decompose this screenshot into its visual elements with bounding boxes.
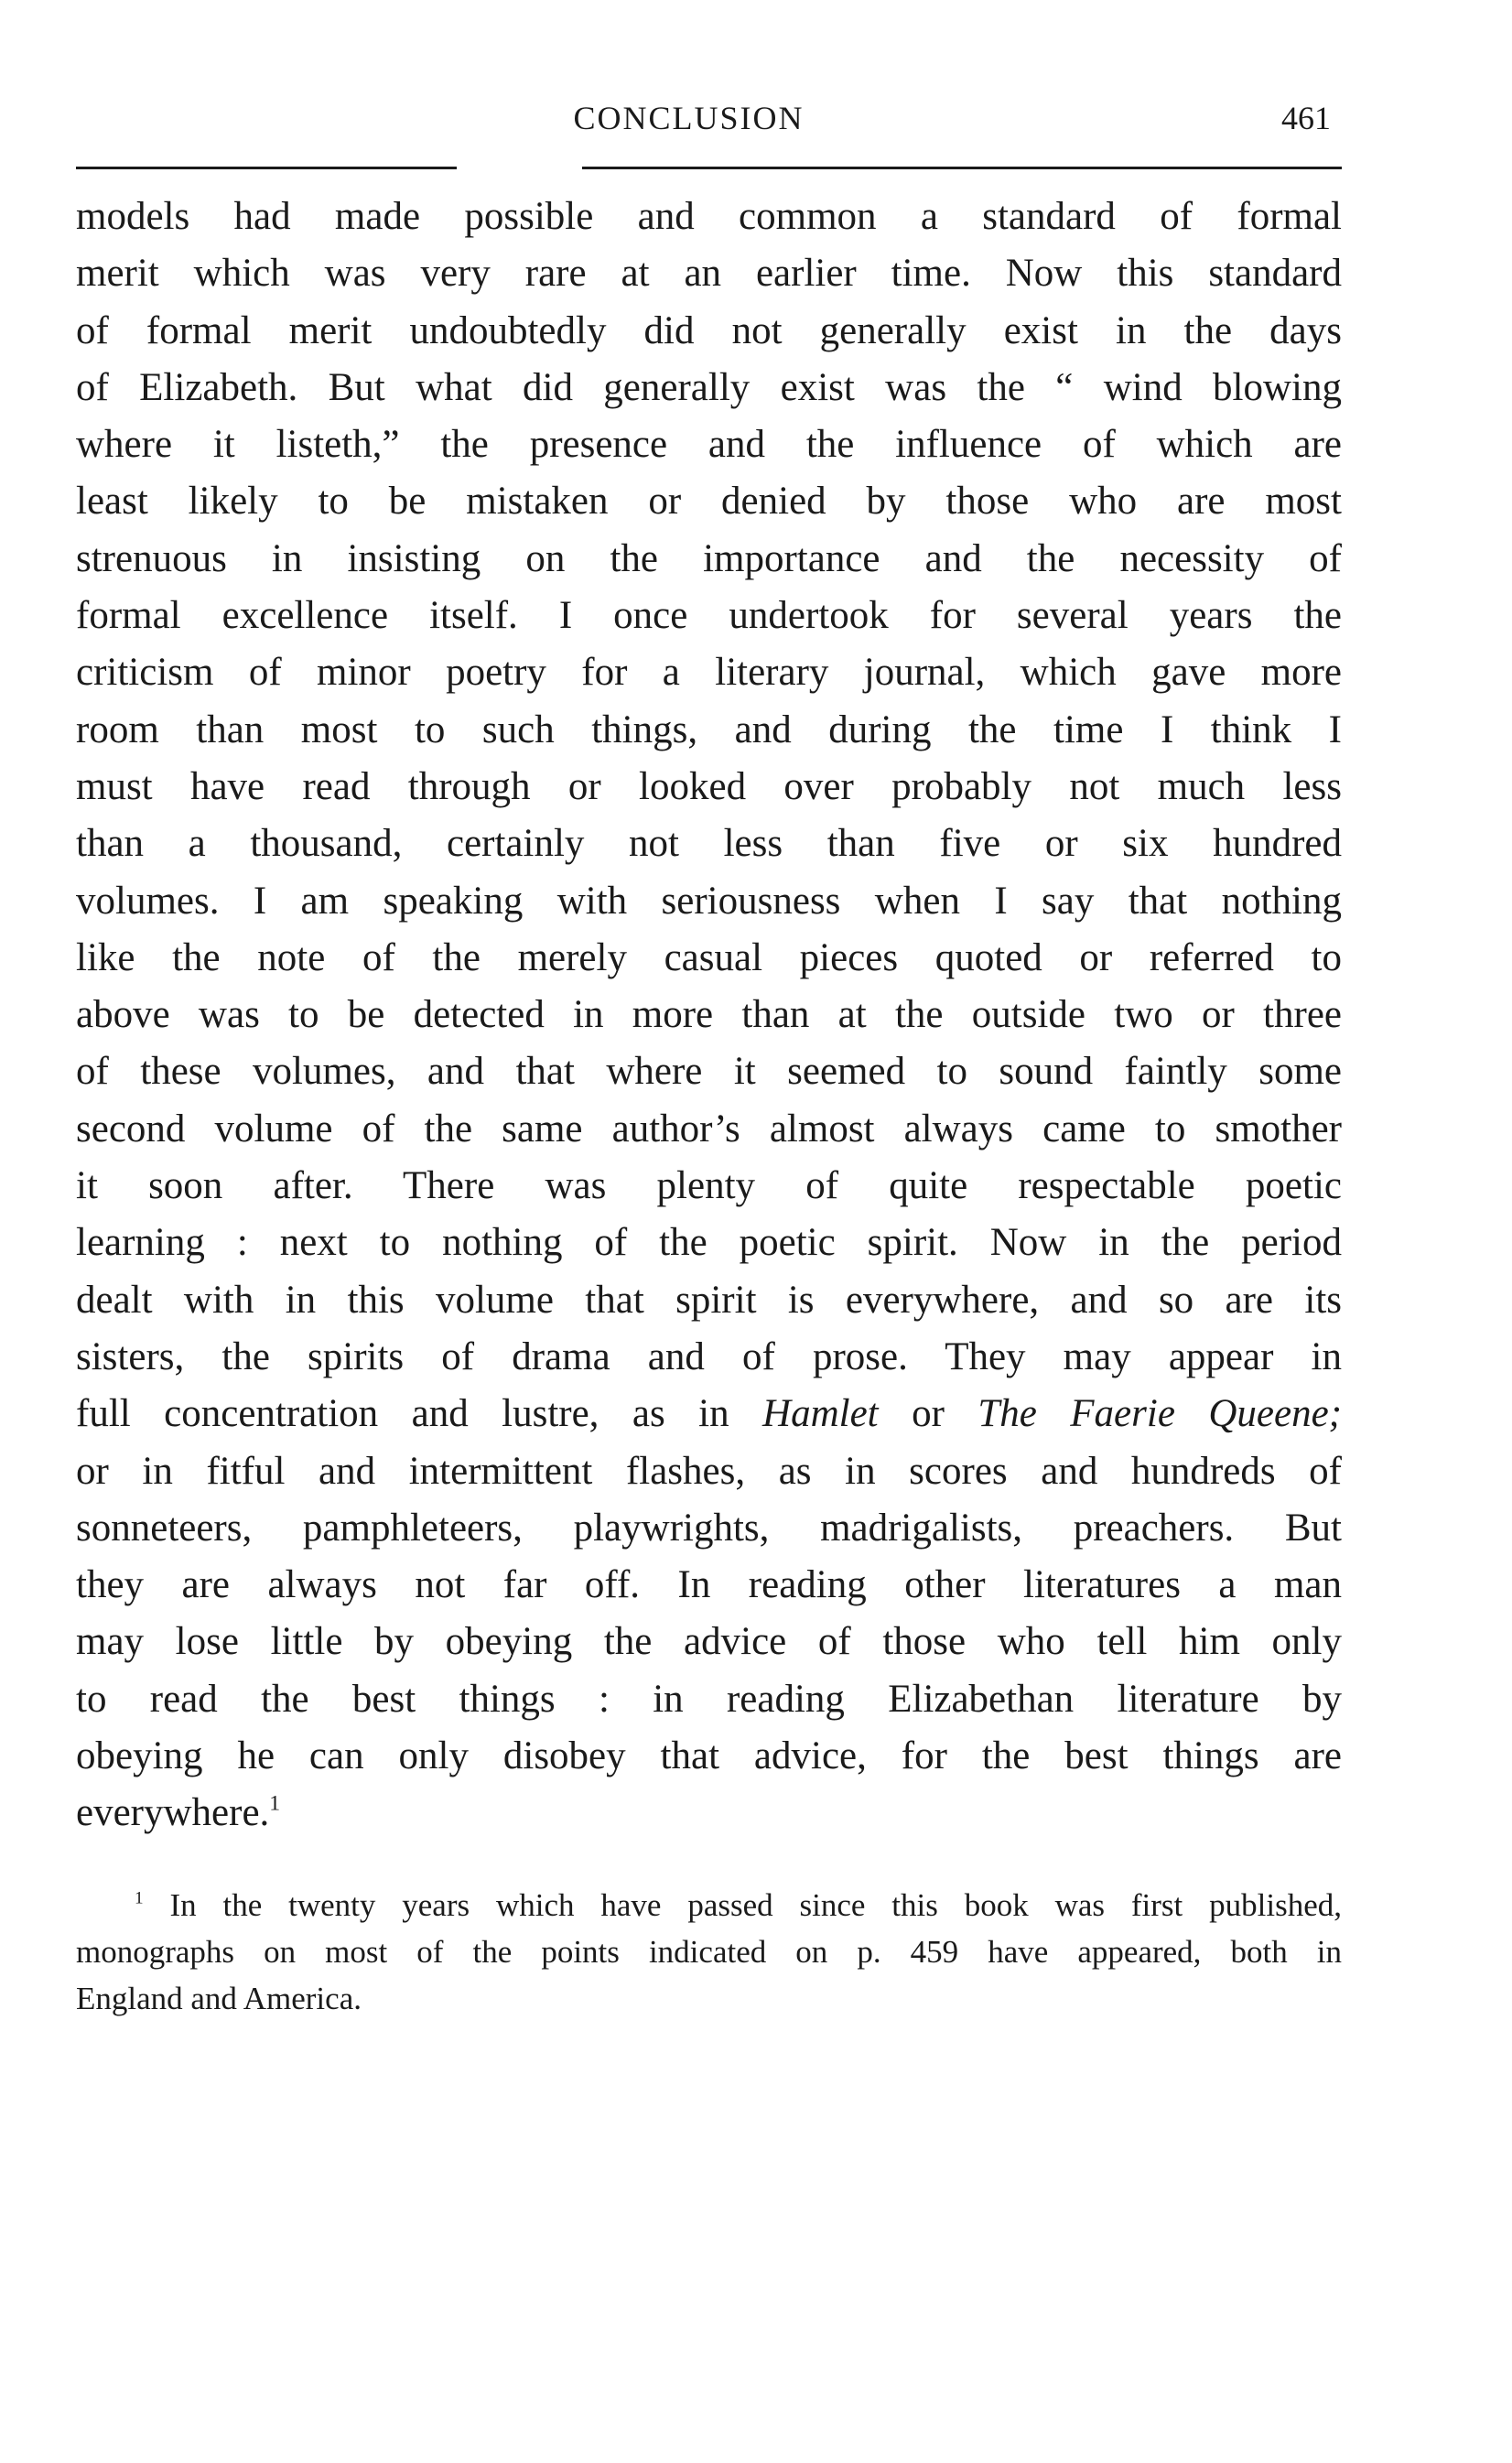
body-line — [76, 1728, 1342, 1785]
text-segment: learning : next to nothing of the poetic spirit. Now in the period — [76, 1221, 1342, 1265]
footnote-text: monographs on most of the points indicated on p. 459 have appeared, both in — [76, 1934, 1342, 1970]
footnote-text: England and America. — [76, 1981, 362, 2016]
body-line — [76, 1557, 1342, 1614]
italic-title: The Faerie Queene; — [977, 1392, 1342, 1436]
text-segment: than a thousand, certainly not less than five or six hundred — [76, 822, 1342, 866]
text-segment: second volume of the same author’s almost always came to smother — [76, 1107, 1342, 1150]
text-segment: may lose little by obeying the advice of those who tell him only — [76, 1620, 1342, 1664]
body-line — [76, 303, 1342, 360]
text-segment: above was to be detected in more than at the outside two or three — [76, 993, 1342, 1037]
body-line — [76, 1101, 1342, 1158]
text-segment: or — [878, 1392, 978, 1436]
body-line — [76, 588, 1342, 644]
text-segment: criticism of minor poetry for a literary journal, which gave more — [76, 651, 1342, 695]
body-line — [76, 360, 1342, 416]
body-line — [76, 644, 1342, 701]
italic-title: Hamlet — [762, 1392, 879, 1436]
body-line — [76, 987, 1342, 1043]
body-line — [76, 873, 1342, 930]
header-rule-right — [582, 167, 1342, 169]
body-line — [76, 1500, 1342, 1557]
footnote-line — [76, 1882, 1342, 1928]
header-rule-left — [76, 167, 457, 169]
body-line — [76, 1158, 1342, 1215]
text-segment: room than most to such things, and during the time I think I — [76, 708, 1342, 751]
body-line — [76, 416, 1342, 473]
text-segment: like the note of the merely casual pieces quoted or referred to — [76, 935, 1342, 979]
text-segment: sisters, the spirits of drama and of prose. They may appear in — [76, 1334, 1342, 1378]
body-line — [76, 816, 1342, 872]
text-segment: models had made possible and common a standard of formal — [76, 195, 1342, 238]
body-line — [76, 189, 1342, 245]
text-segment: of Elizabeth. But what did generally exist was the “ wind blowing — [76, 365, 1342, 409]
body-line — [76, 1671, 1342, 1728]
body-line — [76, 531, 1342, 588]
footnote-line — [76, 1975, 1342, 2022]
footnote-line — [76, 1928, 1342, 1975]
text-segment: strenuous in insisting on the importance and the necessity of — [76, 536, 1342, 580]
text-segment: they are always not far off. In reading other literatures a man — [76, 1563, 1342, 1607]
body-line — [76, 1386, 1342, 1442]
text-segment: obeying he can only disobey that advice, for the best things are — [76, 1734, 1342, 1778]
text-segment: it soon after. There was plenty of quite respectable poetic — [76, 1164, 1342, 1208]
page-number: 461 — [1281, 100, 1331, 136]
text-segment: everywhere. — [76, 1791, 270, 1835]
footnote-marker: 1 — [135, 1888, 144, 1908]
text-segment: formal excellence itself. I once undertook for several years the — [76, 594, 1342, 638]
text-segment: merit which was very rare at an earlier time. Now this standard — [76, 252, 1342, 296]
body-line — [76, 1043, 1342, 1100]
body-line — [76, 1329, 1342, 1386]
body-line — [76, 930, 1342, 987]
text-segment: full concentration and lustre, as in — [76, 1392, 763, 1436]
text-segment: least likely to be mistaken or denied by those who are most — [76, 480, 1342, 524]
body-text — [76, 189, 1342, 1842]
body-line — [76, 1785, 1342, 1842]
body-line — [76, 1443, 1342, 1500]
body-line — [76, 1215, 1342, 1271]
text-segment: sonneteers, pamphleteers, playwrights, madrigalists, preachers. But — [76, 1506, 1342, 1550]
text-segment: where it listeth,” the presence and the influence of which are — [76, 423, 1342, 467]
body-line — [76, 1272, 1342, 1329]
running-header-title: CONCLUSION — [573, 100, 805, 136]
footnote-text: In the twenty years which have passed since this book was first published, — [169, 1887, 1342, 1923]
body-line — [76, 473, 1342, 530]
text-segment: dealt with in this volume that spirit is everywhere, and so are its — [76, 1278, 1342, 1322]
body-line — [76, 702, 1342, 759]
text-segment: of these volumes, and that where it seemed to sound faintly some — [76, 1050, 1342, 1094]
footnote — [76, 1882, 1342, 2022]
footnote-reference: 1 — [269, 1791, 281, 1816]
text-segment: volumes. I am speaking with seriousness when I say that nothing — [76, 879, 1342, 923]
body-line — [76, 1614, 1342, 1670]
body-line — [76, 759, 1342, 816]
text-segment: of formal merit undoubtedly did not generally exist in the days — [76, 308, 1342, 352]
text-segment: must have read through or looked over probably not much less — [76, 764, 1342, 808]
text-segment: to read the best things : in reading Elizabethan literature by — [76, 1677, 1342, 1721]
text-segment: or in fitful and intermittent flashes, as in scores and hundreds of — [76, 1449, 1342, 1493]
body-line — [76, 245, 1342, 302]
